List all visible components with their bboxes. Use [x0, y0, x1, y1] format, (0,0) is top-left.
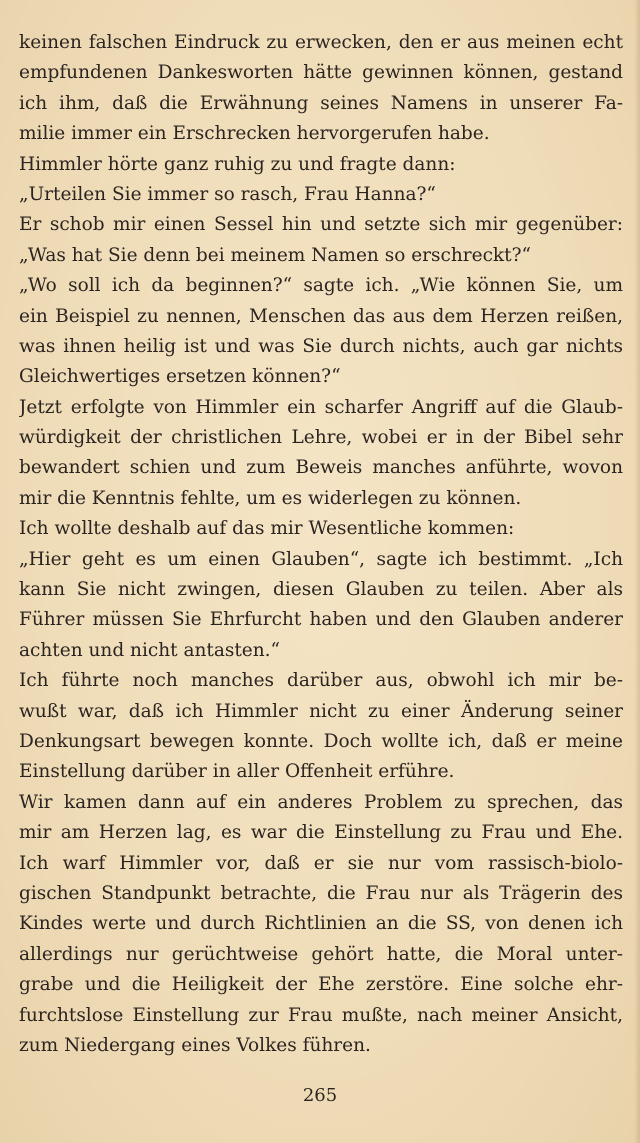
- text-line: grabe und die Heiligkeit der Ehe zerstöre. Eine solche ehr-: [19, 974, 623, 996]
- text-line: Jetzt erfolgte von Himmler ein scharfer Angriff auf die Glaub-: [19, 396, 623, 418]
- page-number: 265: [302, 1085, 338, 1106]
- text-line: furchtslose Einstellung zur Frau mußte, nach meiner Ansicht,: [19, 1004, 623, 1026]
- text-line: Denkungsart bewegen konnte. Doch wollte ich, daß er meine: [19, 730, 623, 752]
- text-line: Gleichwertiges ersetzen können?“: [19, 366, 341, 388]
- text-line: Ich warf Himmler vor, daß er sie nur vom rassisch-biolo-: [19, 852, 623, 874]
- text-line: zum Niedergang eines Volkes führen.: [19, 1034, 371, 1056]
- text-line: mir die Kenntnis fehlte, um es widerlegen zu können.: [19, 487, 522, 509]
- text-line: ein Beispiel zu nennen, Menschen das aus dem Herzen reißen,: [19, 305, 623, 327]
- text-line: würdigkeit der christlichen Lehre, wobei er in der Bibel sehr: [19, 427, 623, 449]
- text-line: keinen falschen Eindruck zu erwecken, den er aus meinen echt: [19, 32, 623, 53]
- text-line: Kindes werte und durch Richtlinien an die SS, von denen ich: [19, 913, 623, 935]
- text-line: mir am Herzen lag, es war die Einstellung zu Frau und Ehe.: [19, 822, 623, 844]
- text-line: milie immer ein Erschrecken hervorgerufen habe.: [19, 123, 490, 145]
- text-line: Ich führte noch manches darüber aus, obwohl ich mir be-: [19, 670, 623, 692]
- body-text: [19, 28, 623, 1061]
- text-line: Einstellung darüber in aller Offenheit erführe.: [19, 761, 455, 783]
- text-line: allerdings nur gerüchtweise gehört hatte, die Moral unter-: [19, 943, 623, 965]
- text-line: gischen Standpunkt betrachte, die Frau nur als Trägerin des: [19, 882, 623, 904]
- page-edge-shadow: [634, 0, 640, 1143]
- text-line: „Urteilen Sie immer so rasch, Frau Hanna?“: [19, 183, 436, 205]
- text-line: Wir kamen dann auf ein anderes Problem zu sprechen, das: [19, 791, 623, 813]
- text-line: „Wo soll ich da beginnen?“ sagte ich. „Wie können Sie, um: [19, 275, 623, 297]
- text-line: ich ihm, daß die Erwähnung seines Namens in unserer Fa-: [19, 92, 623, 114]
- text-line: kann Sie nicht zwingen, diesen Glauben zu teilen. Aber als: [19, 579, 623, 601]
- text-line: wußt war, daß ich Himmler nicht zu einer Änderung seiner: [19, 700, 623, 722]
- text-line: Himmler hörte ganz ruhig zu und fragte dann:: [19, 153, 456, 175]
- text-line: „Hier geht es um einen Glauben“, sagte ich bestimmt. „Ich: [19, 548, 623, 570]
- text-line: Er schob mir einen Sessel hin und setzte sich mir gegenüber:: [19, 214, 623, 236]
- text-line: achten und nicht antasten.“: [19, 639, 280, 661]
- text-line: Führer müssen Sie Ehrfurcht haben und den Glauben anderer: [19, 609, 623, 631]
- text-line: empfundenen Dankesworten hätte gewinnen können, gestand: [19, 62, 623, 84]
- text-line: was ihnen heilig ist und was Sie durch nichts, auch gar nichts: [19, 335, 623, 357]
- text-line: Ich wollte deshalb auf das mir Wesentliche kommen:: [19, 518, 515, 540]
- text-line: bewandert schien und zum Beweis manches anführte, wovon: [19, 457, 623, 479]
- text-line: „Was hat Sie denn bei meinem Namen so erschreckt?“: [19, 244, 531, 266]
